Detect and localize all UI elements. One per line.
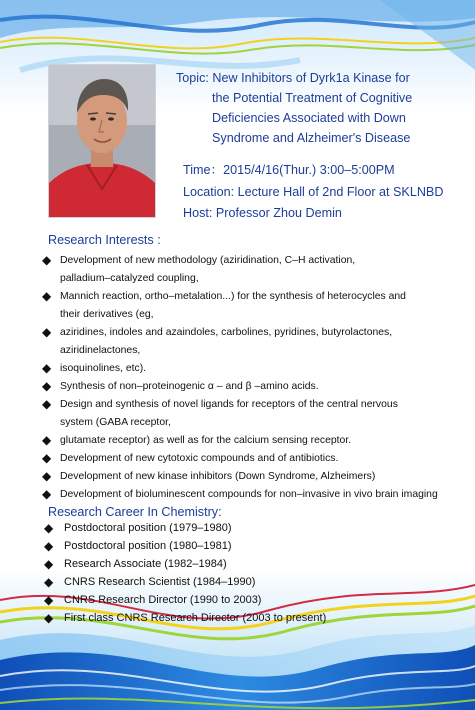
career-item xyxy=(44,611,444,626)
diamond-bullet-icon: ◆ xyxy=(44,521,54,535)
diamond-bullet-icon: ◆ xyxy=(42,379,52,393)
interest-item xyxy=(42,487,472,502)
diamond-bullet-icon: ◆ xyxy=(42,253,52,267)
interest-item xyxy=(42,343,472,358)
interest-item xyxy=(42,253,472,268)
topic-line: Deficiencies Associated with Down xyxy=(212,111,406,125)
diamond-bullet-icon: ◆ xyxy=(44,539,54,553)
career-item xyxy=(44,521,444,536)
interest-text: aziridinelactones, xyxy=(60,345,141,356)
interest-item xyxy=(42,361,472,376)
career-text: First class CNRS Research Director (2003 to present) xyxy=(64,612,327,624)
diamond-bullet-icon: ◆ xyxy=(42,469,52,483)
interest-text: isoquinolines, etc). xyxy=(60,363,147,374)
diamond-bullet-icon: ◆ xyxy=(42,289,52,303)
career-item xyxy=(44,557,444,572)
diamond-bullet-icon: ◆ xyxy=(44,557,54,571)
talk-details xyxy=(183,160,443,225)
topic-line: Topic: New Inhibitors of Dyrk1a Kinase for xyxy=(176,71,410,85)
interest-item xyxy=(42,397,472,412)
topic-line: the Potential Treatment of Cognitive xyxy=(212,91,413,105)
interest-item xyxy=(42,379,472,394)
diamond-bullet-icon: ◆ xyxy=(42,433,52,447)
diamond-bullet-icon: ◆ xyxy=(44,611,54,625)
interest-item xyxy=(42,307,472,322)
talk-topic xyxy=(176,68,466,148)
diamond-bullet-icon: ◆ xyxy=(42,451,52,465)
interest-item xyxy=(42,271,472,286)
career-item xyxy=(44,575,444,590)
interest-text: aziridines, indoles and azaindoles, carbolines, pyridines, butyrolactones, xyxy=(60,327,393,338)
interest-text: Development of new methodology (aziridination, C–H activation, xyxy=(60,255,356,266)
research-interests-heading: Research Interests : xyxy=(48,233,161,247)
interest-text: their derivatives (eg, xyxy=(60,309,154,320)
interest-item xyxy=(42,289,472,304)
career-item xyxy=(44,593,444,608)
interest-text: Development of new kinase inhibitors (Down Syndrome, Alzheimers) xyxy=(60,471,376,482)
research-career-heading: Research Career In Chemistry: xyxy=(48,505,222,519)
interest-text: palladium–catalyzed coupling, xyxy=(60,273,199,284)
career-text: Research Associate (1982–1984) xyxy=(64,558,227,570)
career-text: Postdoctoral position (1979–1980) xyxy=(64,522,232,534)
diamond-bullet-icon: ◆ xyxy=(42,325,52,339)
diamond-bullet-icon: ◆ xyxy=(44,593,54,607)
interest-text: glutamate receptor) as well as for the calcium sensing receptor. xyxy=(60,435,352,446)
interest-item xyxy=(42,433,472,448)
talk-time: Time：2015/4/16(Thur.) 3:00–5:00PM xyxy=(183,163,395,177)
diamond-bullet-icon: ◆ xyxy=(42,487,52,501)
interest-text: Development of new cytotoxic compounds and of antibiotics. xyxy=(60,453,339,464)
interest-text: Development of bioluminescent compounds for non–invasive in vivo brain imaging xyxy=(60,489,438,500)
career-item xyxy=(44,539,444,554)
diamond-bullet-icon: ◆ xyxy=(42,361,52,375)
interest-item xyxy=(42,415,472,430)
interest-text: Design and synthesis of novel ligands for receptors of the central nervous xyxy=(60,399,398,410)
career-text: CNRS Research Director (1990 to 2003) xyxy=(64,594,262,606)
interest-text: Synthesis of non–proteinogenic α – and β –amino acids. xyxy=(60,381,319,392)
research-career-list xyxy=(44,521,444,629)
diamond-bullet-icon: ◆ xyxy=(42,397,52,411)
career-text: CNRS Research Scientist (1984–1990) xyxy=(64,576,256,588)
speaker-photo xyxy=(48,64,156,218)
interest-item xyxy=(42,451,472,466)
diamond-bullet-icon: ◆ xyxy=(44,575,54,589)
talk-location: Location: Lecture Hall of 2nd Floor at SKLNBD xyxy=(183,184,444,199)
interest-item xyxy=(42,325,472,340)
interest-item xyxy=(42,469,472,484)
topic-line: Syndrome and Alzheimer's Disease xyxy=(212,131,411,145)
research-interests-list xyxy=(42,253,472,505)
interest-text: system (GABA receptor, xyxy=(60,417,171,428)
career-text: Postdoctoral position (1980–1981) xyxy=(64,540,232,552)
interest-text: Mannich reaction, ortho–metalation...) for the synthesis of heterocycles and xyxy=(60,291,406,302)
talk-host: Host: Professor Zhou Demin xyxy=(183,206,342,220)
